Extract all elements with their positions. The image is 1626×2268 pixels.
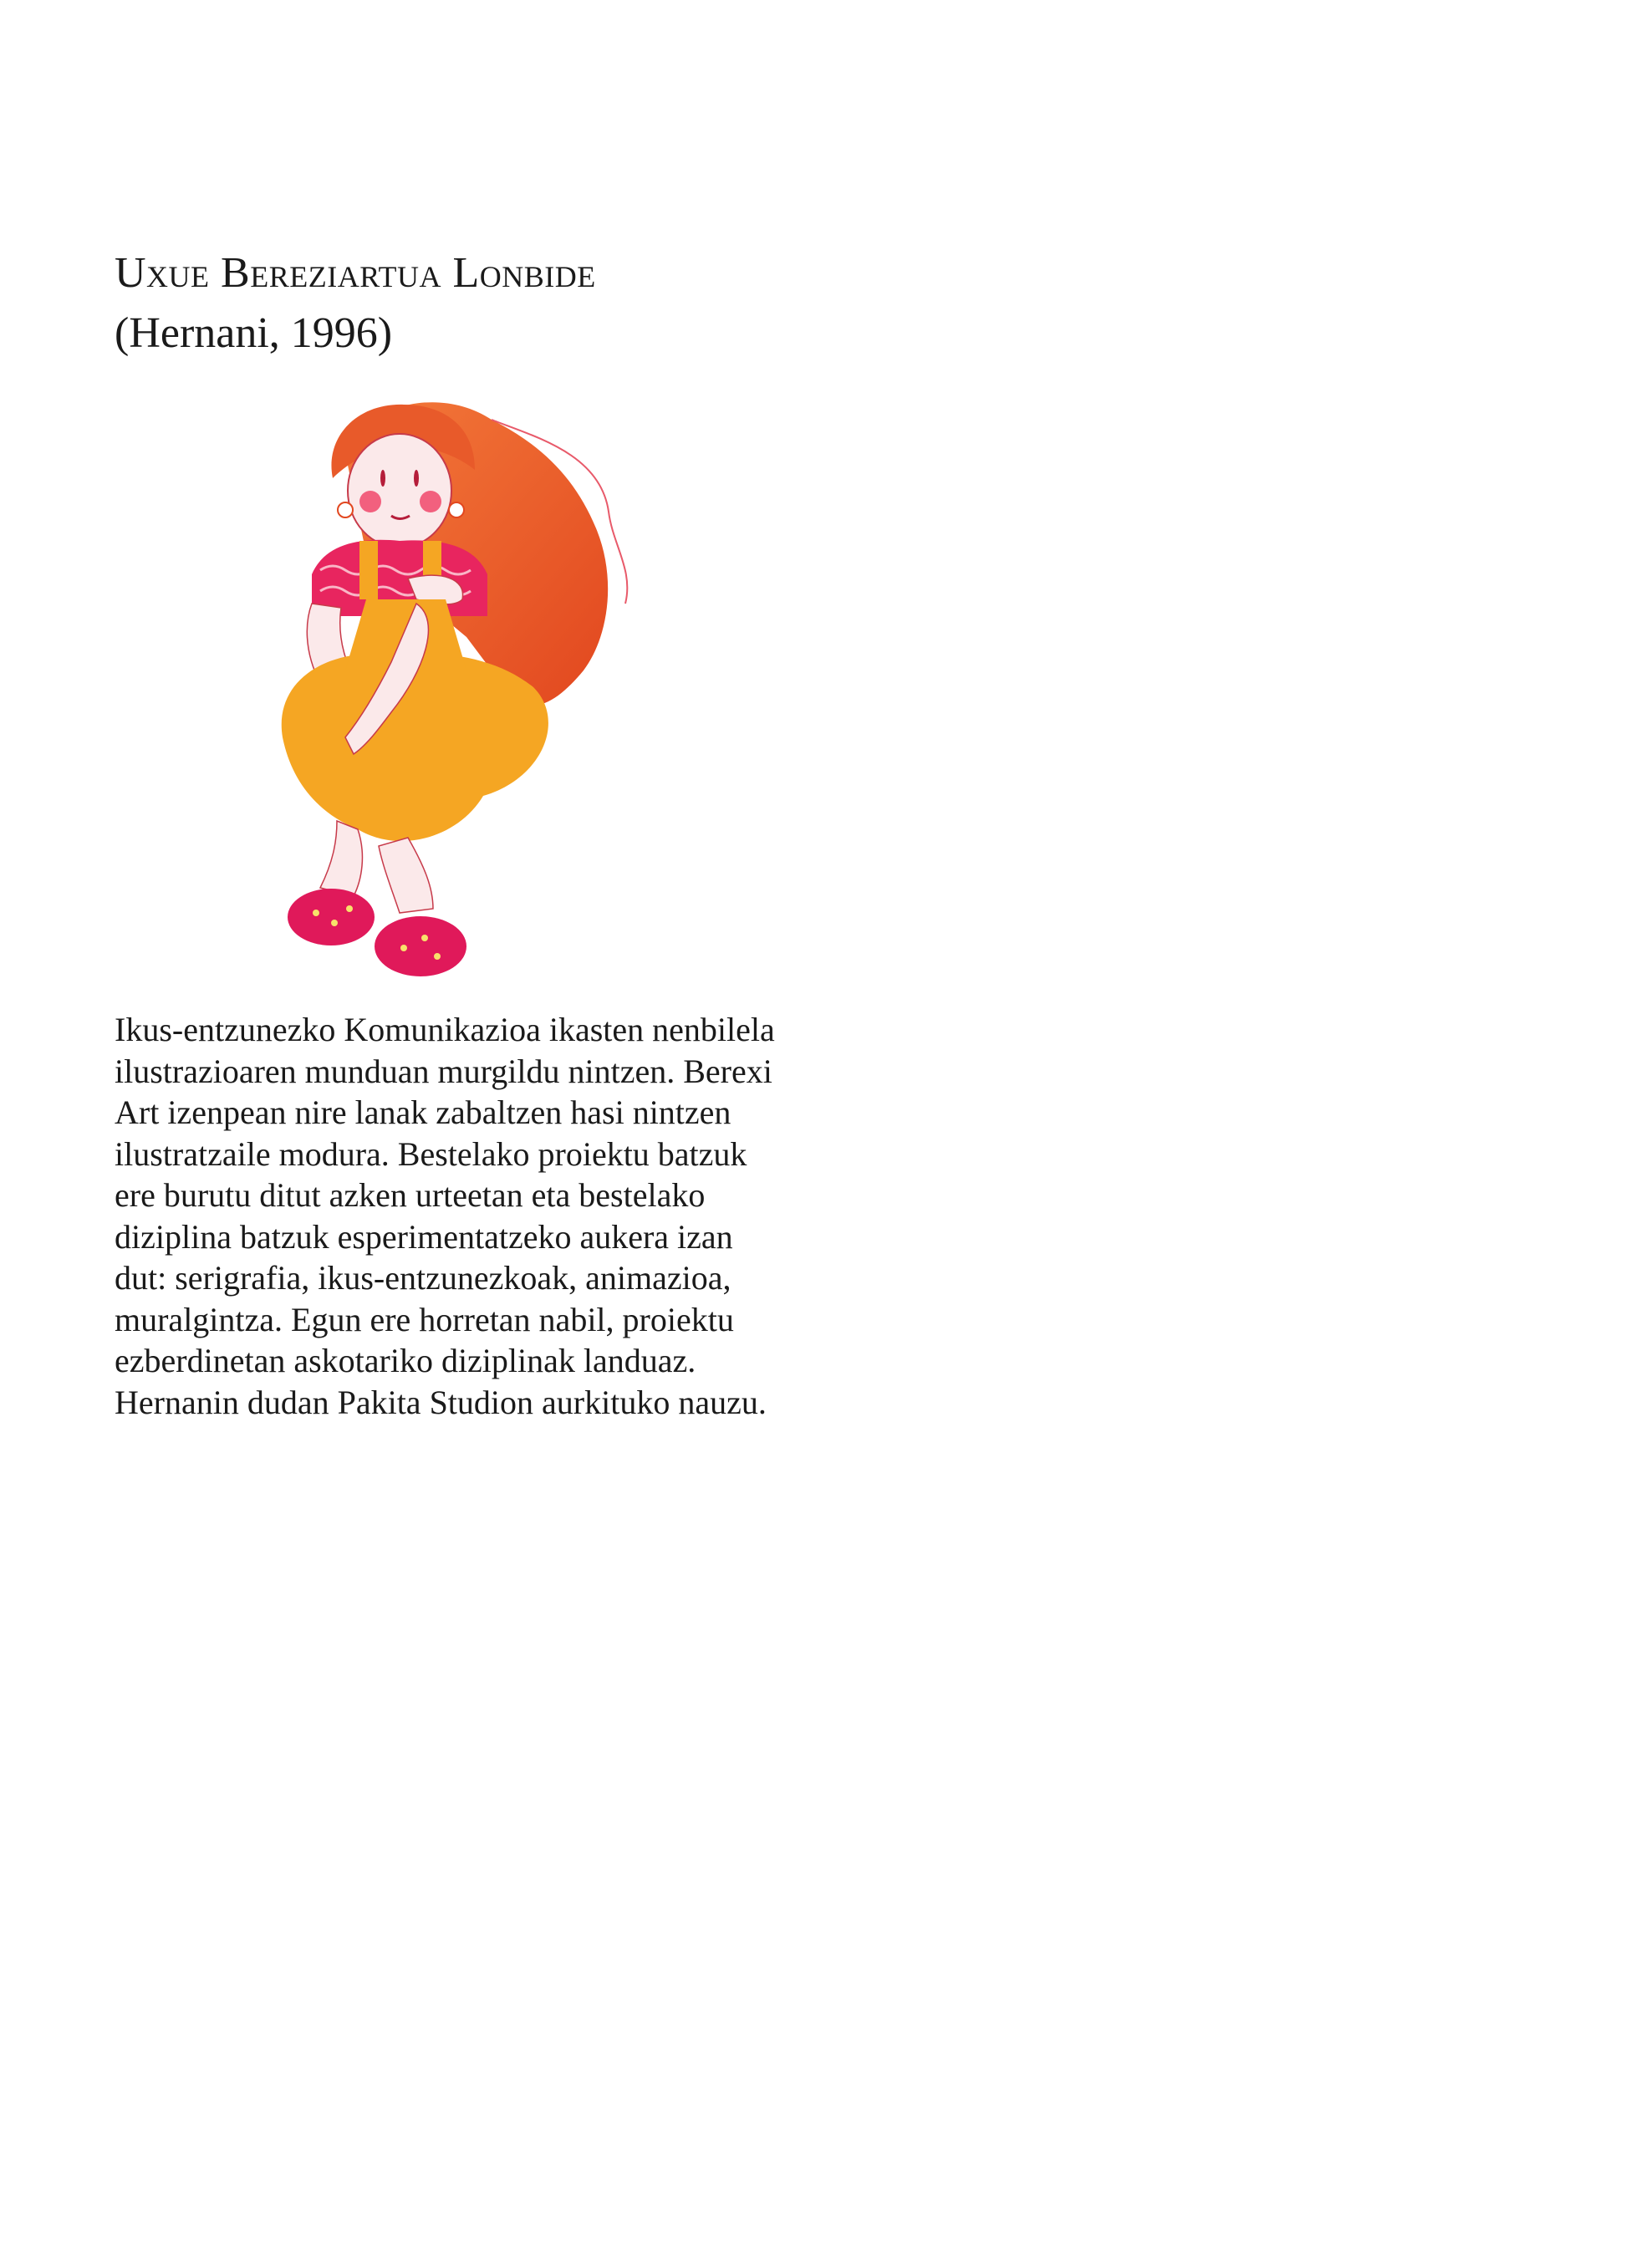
bio-line: ere burutu ditut azken urteetan eta bestelako bbox=[115, 1176, 706, 1214]
bio-line: diziplina batzuk esperimentatzeko aukera izan bbox=[115, 1217, 733, 1256]
bio-line: ezberdinetan askotariko diziplinak landuaz. bbox=[115, 1342, 696, 1379]
bio-text bbox=[115, 1009, 867, 1423]
bio-line: ilustrazioaren munduan murgildu nintzen. Berexi bbox=[115, 1052, 772, 1090]
author-origin: (Hernani, 1996) bbox=[115, 309, 393, 357]
bio-line: ilustratzaile modura. Bestelako proiektu batzuk bbox=[115, 1134, 747, 1173]
bio-line: Ikus-entzunezko Komunikazioa ikasten nenbilela bbox=[115, 1011, 775, 1048]
artist-portrait-illustration bbox=[266, 386, 663, 988]
bio-line: Hernanin dudan Pakita Studion aurkituko nauzu. bbox=[115, 1383, 767, 1421]
bio-line: dut: serigrafia, ikus-entzunezkoak, animazioa, bbox=[115, 1259, 731, 1297]
bio-line: muralgintza. Egun ere horretan nabil, proiektu bbox=[115, 1300, 734, 1338]
author-name: Uxue Bereziartua Lonbide bbox=[115, 249, 596, 297]
bio-line: Art izenpean nire lanak zabaltzen hasi nintzen bbox=[115, 1093, 731, 1131]
